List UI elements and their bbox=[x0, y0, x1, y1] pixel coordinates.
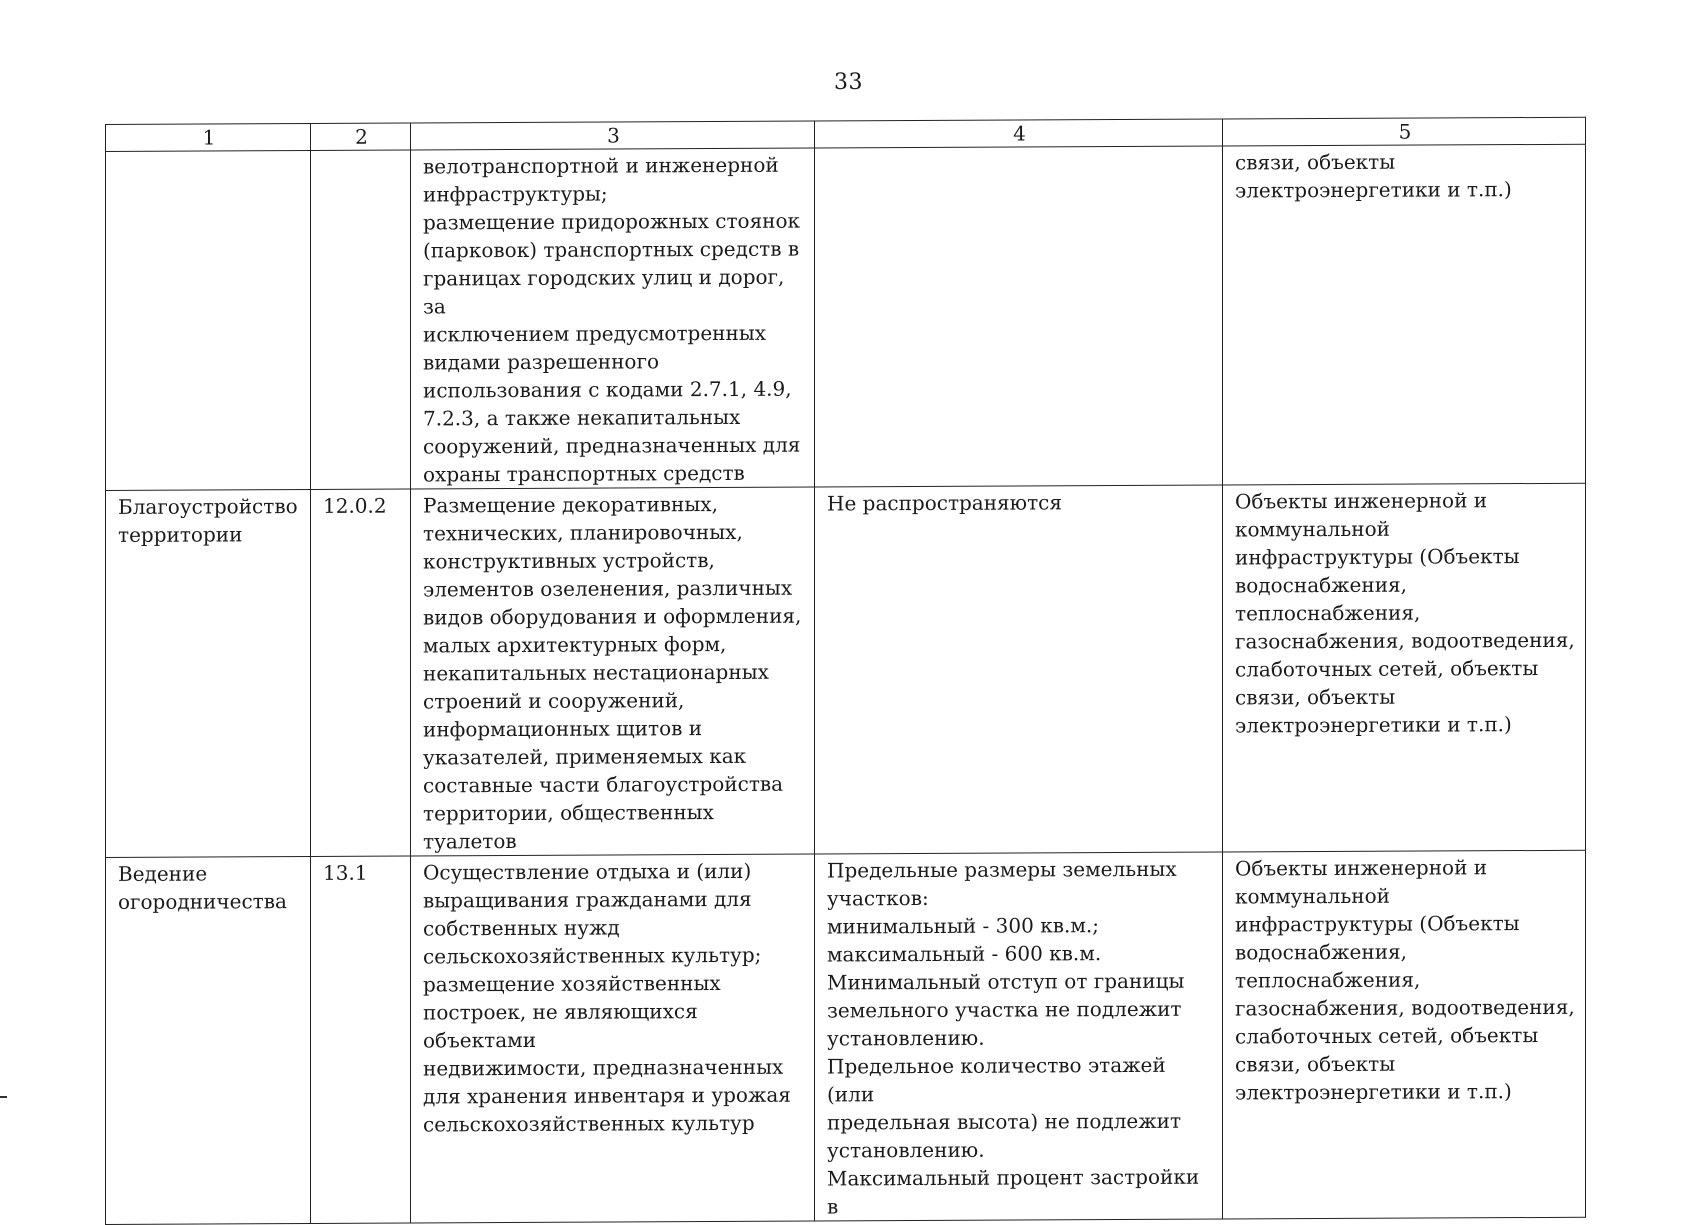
parameters-text: Предельные размеры земельных участков: минимальный - 300 кв.м.; максимальный - 600 кв.м. Минимальный отступ от границы земельного участка не подлежит установлению. Предельное количество этажей (или предельная высота) не подлежит установлению. Максимальный процент застройки в bbox=[827, 855, 1212, 1221]
table-row bbox=[106, 144, 1586, 490]
use-type-name: Благоустройство территории bbox=[118, 492, 300, 549]
table-row bbox=[106, 850, 1586, 1224]
header-col-3: 3 bbox=[411, 121, 815, 150]
use-type-code-cell bbox=[311, 856, 411, 1223]
use-type-name-cell bbox=[106, 150, 311, 490]
parameters-text: Не распространяются bbox=[827, 488, 1212, 518]
table-row bbox=[106, 483, 1586, 857]
parameters-text bbox=[827, 149, 1212, 151]
use-type-code-cell bbox=[311, 150, 411, 489]
use-type-name-cell bbox=[106, 489, 311, 857]
margin-tick-mark bbox=[0, 1096, 7, 1098]
use-description: велотранспортной и инженерной инфраструктуры; размещение придорожных стоянок (парковок) транспортных средств в границах городских улиц и дорог, за исключением предусмотренных видами разрешенного использования с кодами 2.7.1, 4.9, 7.2.3, а также некапитальных сооружений, предназначенных для охраны транспортных средств bbox=[423, 151, 804, 489]
ancillary-uses-cell bbox=[1223, 850, 1586, 1219]
use-type-name bbox=[118, 153, 300, 154]
header-col-4: 4 bbox=[815, 119, 1223, 148]
use-description-cell bbox=[411, 487, 815, 856]
header-col-5: 5 bbox=[1223, 117, 1586, 146]
page-number: 33 bbox=[0, 70, 1697, 95]
parameters-cell bbox=[815, 146, 1223, 487]
parameters-cell bbox=[815, 485, 1223, 854]
use-type-code-cell bbox=[311, 489, 411, 856]
use-description: Осуществление отдыха и (или) выращивания гражданами для собственных нужд сельскохозяйственных культур; размещение хозяйственных построек, не являющихся объектами недвижимости, предназначенных для хранения инвентаря и урожая сельскохозяйственных культур bbox=[423, 857, 804, 1139]
regulations-table bbox=[105, 117, 1586, 1225]
use-type-code: 13.1 bbox=[323, 859, 400, 887]
use-type-code: 12.0.2 bbox=[323, 492, 400, 520]
header-col-2: 2 bbox=[311, 123, 411, 150]
use-description-cell bbox=[411, 148, 815, 489]
use-description: Размещение декоративных, технических, планировочных, конструктивных устройств, элементов озеленения, различных видов оборудования и оформления, малых архитектурных форм, некапитальных нестационарных строений и сооружений, информационных щитов и указателей, применяемых как составные части благоустройства территории, общественных туалетов bbox=[423, 490, 804, 856]
parameters-cell bbox=[815, 852, 1223, 1221]
ancillary-uses-cell bbox=[1223, 144, 1586, 485]
ancillary-uses-cell bbox=[1223, 483, 1586, 852]
ancillary-uses-text: Объекты инженерной и коммунальной инфраструктуры (Объекты водоснабжения, теплоснабжения, газоснабжения, водоотведения, слаботочных сетей, объекты связи, объекты электроэнергетики и т.п.) bbox=[1235, 486, 1575, 740]
ancillary-uses-text: связи, объекты электроэнергетики и т.п.) bbox=[1235, 147, 1575, 205]
use-type-name-cell bbox=[106, 856, 311, 1224]
ancillary-uses-text: Объекты инженерной и коммунальной инфраструктуры (Объекты водоснабжения, теплоснабжения, газоснабжения, водоотведения, слаботочных сетей, объекты связи, объекты электроэнергетики и т.п.) bbox=[1235, 853, 1575, 1107]
use-type-name: Ведение огородничества bbox=[118, 859, 300, 916]
header-col-1: 1 bbox=[106, 123, 311, 151]
use-description-cell bbox=[411, 854, 815, 1223]
